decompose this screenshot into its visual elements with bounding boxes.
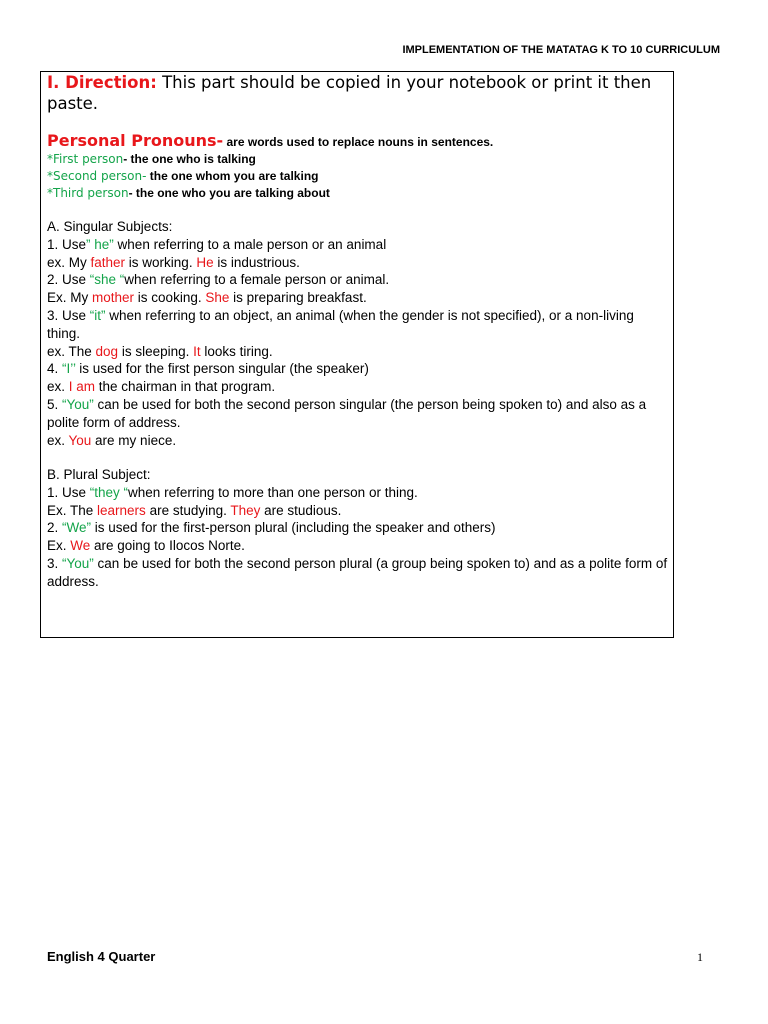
line-text: 3. [47, 555, 63, 571]
example-line [47, 378, 669, 396]
direction-text: This part should be copied in your notebook or print it then paste. [47, 73, 652, 113]
line-text: 1. Use [47, 236, 87, 252]
plural-subject-section [47, 466, 669, 591]
line-text: looks tiring. [200, 343, 273, 359]
line-text: when referring to more than one person or thing. [128, 484, 418, 500]
highlight-word: They [230, 502, 261, 518]
pronoun-keyword: ” he” [86, 236, 114, 252]
line-text: is used for the first person singular (the speaker) [75, 361, 369, 377]
example-line [47, 289, 669, 307]
line-text: is cooking. [134, 290, 206, 306]
definition-desc: - the one who is talking [123, 152, 256, 166]
plural-lines [47, 484, 669, 591]
singular-subjects-section [47, 218, 669, 449]
pronoun-keyword: “they “ [89, 484, 129, 500]
line-text: when referring to an object, an animal (when the gender is not specified), or a non-living thing. [47, 307, 634, 341]
line-text: Ex. [47, 538, 71, 554]
page-header: IMPLEMENTATION OF THE MATATAG K TO 10 CURRICULUM [402, 44, 720, 56]
definition-term: *Second person- [47, 169, 147, 183]
direction-label: I. Direction: [47, 73, 157, 92]
line-text: is used for the first-person plural (including the speaker and others) [91, 520, 496, 536]
highlight-word: It [193, 343, 201, 359]
line-text: are studious. [260, 502, 342, 518]
line-text: is industrious. [213, 254, 300, 270]
pronoun-keyword: “she “ [89, 272, 125, 288]
pronouns-title: Personal Pronouns- [47, 131, 224, 150]
line-text: 3. Use [47, 307, 90, 323]
line-text: Ex. The [47, 502, 98, 518]
pronoun-keyword: “You” [62, 396, 94, 412]
line-text: when referring to a male person or an animal [113, 236, 387, 252]
pronouns-definition [47, 132, 669, 151]
line-text: 2. [47, 520, 63, 536]
definition-desc: the one whom you are talking [146, 169, 319, 183]
example-line [47, 343, 669, 361]
example-line [47, 307, 669, 343]
definition-term: *First person [47, 152, 124, 166]
definition-desc: - the one who you are talking about [128, 186, 330, 200]
example-line [47, 502, 669, 520]
example-line [47, 537, 669, 555]
line-text: ex. [47, 432, 69, 448]
direction-paragraph [47, 72, 669, 114]
example-line [47, 432, 669, 450]
definition-first-person [47, 151, 669, 168]
example-line [47, 271, 669, 289]
lesson-box [40, 71, 674, 638]
line-text: ex. The [47, 343, 96, 359]
highlight-word: dog [95, 343, 119, 359]
highlight-word: learners [97, 502, 146, 518]
highlight-word: We [70, 538, 91, 554]
line-text: 2. Use [47, 272, 90, 288]
highlight-word: He [196, 254, 214, 270]
page-number: 1 [697, 950, 703, 964]
definition-second-person [47, 168, 669, 185]
line-text: is preparing breakfast. [229, 290, 367, 306]
footer-subject: English 4 Quarter [47, 949, 156, 964]
highlight-word: father [90, 254, 126, 270]
highlight-word: I am [68, 379, 96, 395]
example-line [47, 396, 669, 432]
highlight-word: mother [92, 290, 135, 306]
pronouns-definition-text: are words used to replace nouns in sentences. [223, 135, 494, 149]
pronoun-keyword: “You” [62, 555, 94, 571]
line-text: 4. [47, 361, 63, 377]
example-line [47, 236, 669, 254]
line-text: Ex. My [47, 290, 93, 306]
example-line [47, 360, 669, 378]
example-line [47, 484, 669, 502]
line-text: can be used for both the second person singular (the person being spoken to) and also as a polite form of address. [47, 396, 647, 430]
line-text: are studying. [145, 502, 231, 518]
example-line [47, 519, 669, 537]
pronoun-keyword: “it” [89, 307, 106, 323]
line-text: are my niece. [91, 432, 177, 448]
line-text: is sleeping. [118, 343, 194, 359]
line-text: the chairman in that program. [95, 379, 276, 395]
pronoun-keyword: “We” [62, 520, 92, 536]
line-text: when referring to a female person or animal. [124, 272, 390, 288]
pronoun-keyword: “I’’ [62, 361, 76, 377]
definition-third-person [47, 185, 669, 202]
example-line [47, 254, 669, 272]
person-definitions [47, 151, 669, 202]
highlight-word: You [68, 432, 92, 448]
section-heading: B. Plural Subject: [47, 467, 151, 482]
line-text: ex. My [47, 254, 91, 270]
example-line [47, 555, 669, 591]
line-text: 1. Use [47, 484, 90, 500]
highlight-word: She [205, 290, 230, 306]
line-text: are going to Ilocos Norte. [90, 538, 245, 554]
section-heading: A. Singular Subjects: [47, 219, 173, 234]
line-text: can be used for both the second person plural (a group being spoken to) and as a polite form of address. [47, 555, 668, 589]
definition-term: *Third person [47, 186, 129, 200]
line-text: 5. [47, 396, 63, 412]
line-text: is working. [125, 254, 197, 270]
singular-lines [47, 236, 669, 450]
line-text: ex. [47, 379, 69, 395]
